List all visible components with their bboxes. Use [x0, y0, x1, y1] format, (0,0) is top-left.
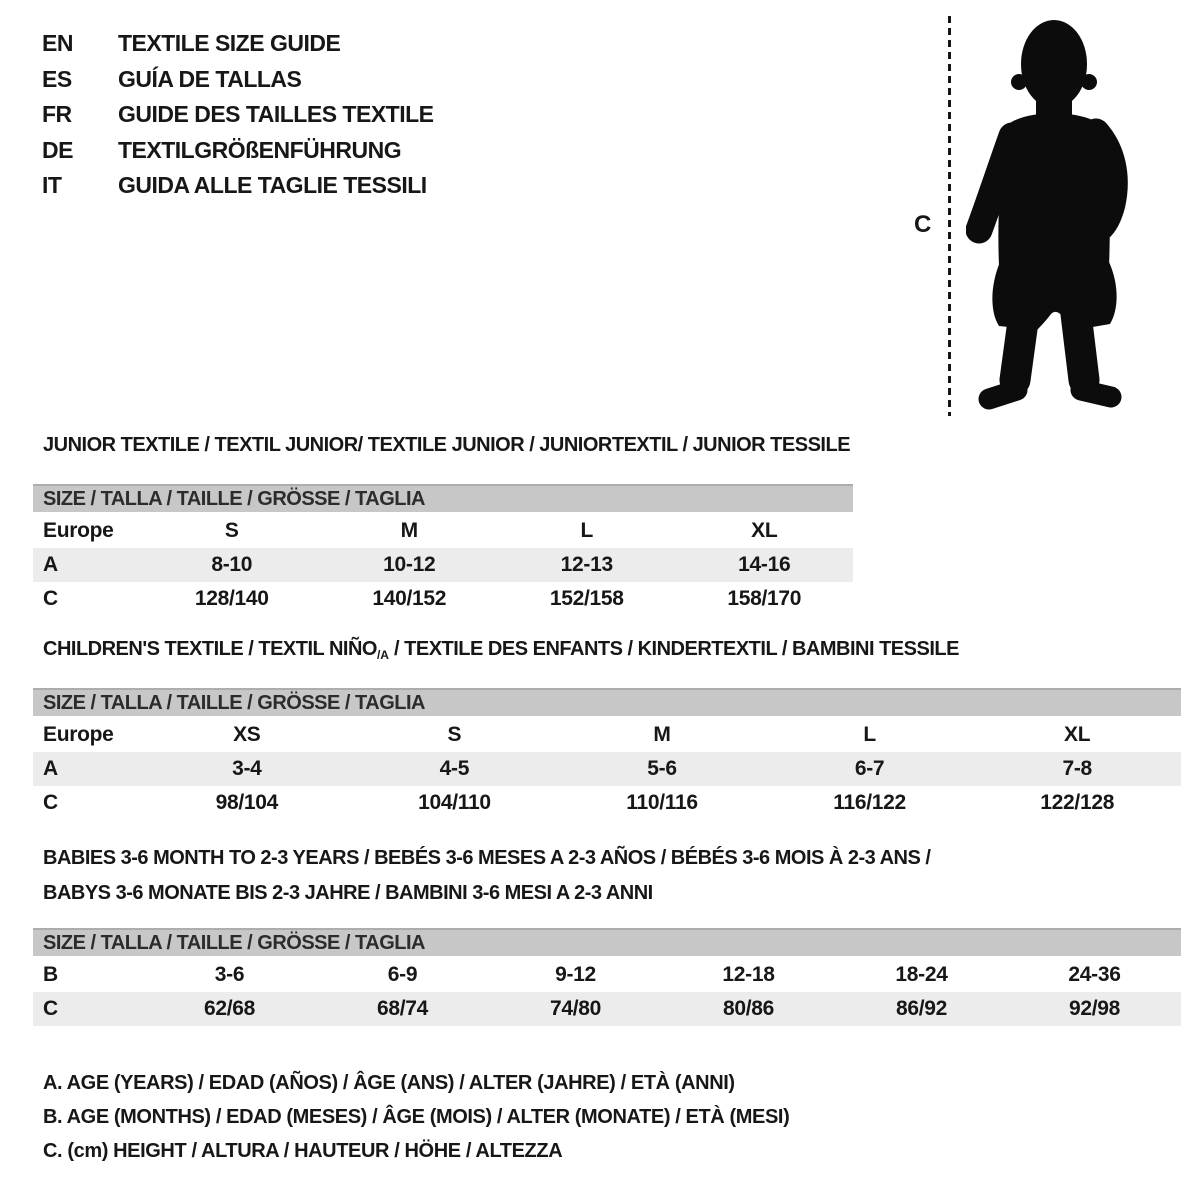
language-title-list — [42, 26, 434, 204]
table-cell: 12-18 — [722, 963, 775, 986]
table-cell: 9-12 — [555, 963, 596, 986]
language-code: DE — [42, 136, 73, 163]
babies-size-table — [33, 928, 1181, 1026]
table-cell: 68/74 — [376, 997, 429, 1020]
junior-row-europe — [33, 514, 853, 548]
babies-table-header: SIZE / TALLA / TAILLE / GRÖSSE / TAGLIA — [33, 928, 1181, 956]
table-cell: 6-9 — [387, 963, 418, 986]
table-cell: 14-16 — [738, 553, 791, 576]
children-table-header: SIZE / TALLA / TAILLE / GRÖSSE / TAGLIA — [33, 688, 1181, 716]
table-cell: 74/80 — [549, 997, 602, 1020]
children-row-c — [33, 786, 1181, 820]
table-cell: 110/116 — [626, 791, 698, 814]
table-cell: 98/104 — [215, 791, 279, 814]
table-cell: 116/122 — [833, 791, 906, 814]
row-label: A — [43, 757, 58, 780]
table-cell: 128/140 — [194, 587, 269, 610]
table-cell: XL — [751, 519, 778, 542]
junior-row-c — [33, 582, 853, 616]
table-cell: 18-24 — [895, 963, 948, 986]
legend — [43, 1066, 789, 1168]
language-title: TEXTILGRÖßENFÜHRUNG — [118, 136, 402, 163]
language-row-es — [42, 62, 434, 98]
table-cell: 4-5 — [439, 757, 470, 780]
language-title: GUIDE DES TAILLES TEXTILE — [118, 101, 434, 128]
language-code: EN — [42, 30, 73, 57]
language-row-it — [42, 168, 434, 204]
table-cell: XL — [1064, 723, 1091, 746]
language-row-fr — [42, 97, 434, 133]
table-cell: 104/110 — [418, 791, 491, 814]
children-title-subscript: /A — [376, 648, 389, 662]
language-code: IT — [42, 172, 62, 199]
row-label: C — [43, 587, 58, 610]
legend-line-a: A. AGE (YEARS) / EDAD (AÑOS) / ÂGE (ANS) / ALTER (JAHRE) / ETÀ (ANNI) — [43, 1072, 735, 1094]
table-cell: 3-6 — [214, 963, 245, 986]
children-row-a — [33, 752, 1181, 786]
junior-table-header: SIZE / TALLA / TAILLE / GRÖSSE / TAGLIA — [33, 484, 853, 512]
table-cell: 140/152 — [372, 587, 447, 610]
table-cell: 5-6 — [647, 757, 677, 780]
language-code: FR — [42, 101, 72, 128]
language-code: ES — [42, 65, 72, 92]
row-label: Europe — [43, 519, 114, 542]
table-cell: 6-7 — [854, 757, 885, 780]
table-cell: S — [224, 519, 239, 542]
table-cell: 3-4 — [232, 757, 262, 780]
table-cell: 12-13 — [560, 553, 613, 576]
children-title-post: / TEXTILE DES ENFANTS / KINDERTEXTIL / BAMBINI TESSILE — [388, 638, 959, 660]
children-row-europe — [33, 718, 1181, 752]
language-row-de — [42, 133, 434, 169]
table-cell: 24-36 — [1068, 963, 1121, 986]
row-label: B — [43, 963, 58, 986]
junior-size-table — [33, 484, 853, 616]
height-measure-line — [948, 16, 951, 416]
table-cell: S — [447, 723, 462, 746]
row-label: C — [43, 791, 58, 814]
children-size-table — [33, 688, 1181, 820]
table-cell: 158/170 — [727, 587, 802, 610]
table-cell: 62/68 — [203, 997, 256, 1020]
babies-section-title — [43, 841, 930, 911]
children-title-pre: CHILDREN'S TEXTILE / TEXTIL NIÑO — [43, 638, 377, 660]
language-title: TEXTILE SIZE GUIDE — [118, 30, 341, 57]
table-cell: M — [400, 519, 418, 542]
table-cell: 122/128 — [1040, 791, 1115, 814]
table-cell: 152/158 — [549, 587, 624, 610]
table-cell: L — [863, 723, 876, 746]
junior-section-title: JUNIOR TEXTILE / TEXTIL JUNIOR/ TEXTILE JUNIOR / JUNIORTEXTIL / JUNIOR TESSILE — [43, 434, 851, 456]
junior-row-a — [33, 548, 853, 582]
language-row-en — [42, 26, 434, 62]
row-label: A — [43, 553, 58, 576]
babies-row-b — [33, 958, 1181, 992]
table-cell: 8-10 — [211, 553, 253, 576]
table-cell: M — [653, 723, 671, 746]
language-title: GUÍA DE TALLAS — [118, 65, 302, 92]
row-label: Europe — [43, 723, 114, 746]
table-cell: 92/98 — [1068, 997, 1121, 1020]
legend-line-c: C. (cm) HEIGHT / ALTURA / HAUTEUR / HÖHE / ALTEZZA — [43, 1140, 563, 1162]
toddler-silhouette-icon — [966, 18, 1134, 412]
table-cell: XS — [233, 723, 261, 746]
table-cell: 80/86 — [722, 997, 775, 1020]
table-cell: 10-12 — [383, 553, 436, 576]
babies-title-line1: BABIES 3-6 MONTH TO 2-3 YEARS / BEBÉS 3-6 MESES A 2-3 AÑOS / BÉBÉS 3-6 MOIS À 2-3 ANS / — [43, 847, 931, 869]
table-cell: 86/92 — [895, 997, 948, 1020]
babies-row-c — [33, 992, 1181, 1026]
legend-line-b: B. AGE (MONTHS) / EDAD (MESES) / ÂGE (MOIS) / ALTER (MONATE) / ETÀ (MESI) — [43, 1106, 790, 1128]
height-measure-label: C — [914, 211, 932, 238]
language-title: GUIDA ALLE TAGLIE TESSILI — [118, 172, 427, 199]
row-label: C — [43, 997, 58, 1020]
babies-title-line2: BABYS 3-6 MONATE BIS 2-3 JAHRE / BAMBINI 3-6 MESI A 2-3 ANNI — [43, 882, 653, 904]
table-cell: L — [580, 519, 594, 542]
children-section-title — [43, 636, 959, 668]
table-cell: 7-8 — [1062, 757, 1092, 780]
